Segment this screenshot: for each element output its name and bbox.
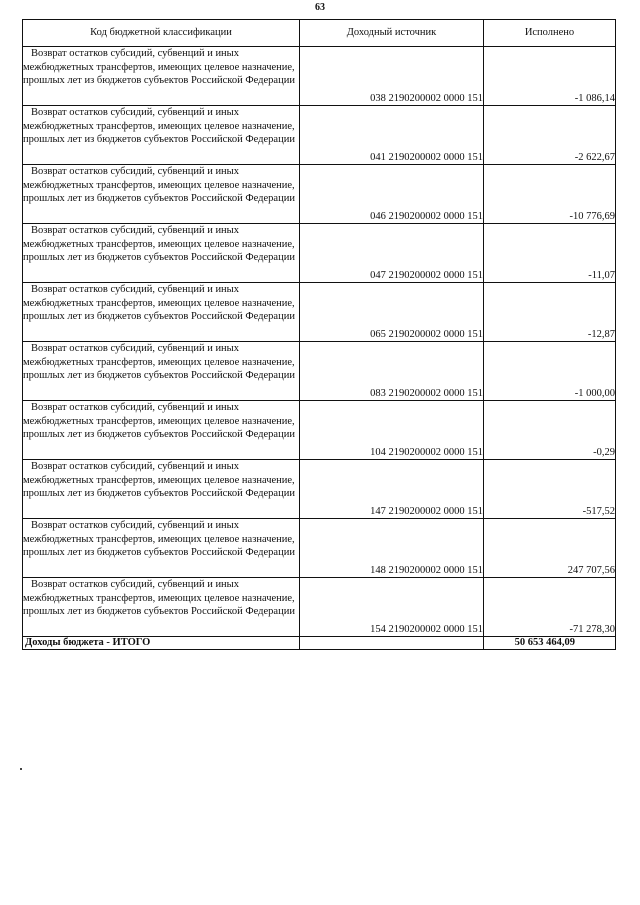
row-code: 083 2190200002 0000 151 bbox=[300, 342, 484, 401]
row-amount: -10 776,69 bbox=[484, 165, 616, 224]
row-amount: -12,87 bbox=[484, 283, 616, 342]
row-amount: -2 622,67 bbox=[484, 106, 616, 165]
total-amount: 50 653 464,09 bbox=[484, 637, 616, 650]
total-label: Доходы бюджета - ИТОГО bbox=[23, 637, 300, 650]
table-row bbox=[23, 224, 616, 283]
row-description: Возврат остатков субсидий, субвенций и иных межбюджетных трансфертов, имеющих целевое назначение, прошлых лет из бюджетов субъектов Российской Федерации bbox=[23, 401, 300, 460]
budget-table bbox=[22, 19, 616, 650]
row-amount: -71 278,30 bbox=[484, 578, 616, 637]
row-description: Возврат остатков субсидий, субвенций и иных межбюджетных трансфертов, имеющих целевое назначение, прошлых лет из бюджетов субъектов Российской Федерации bbox=[23, 224, 300, 283]
row-description: Возврат остатков субсидий, субвенций и иных межбюджетных трансфертов, имеющих целевое назначение, прошлых лет из бюджетов субъектов Российской Федерации bbox=[23, 460, 300, 519]
row-amount: -1 086,14 bbox=[484, 47, 616, 106]
row-code: 147 2190200002 0000 151 bbox=[300, 460, 484, 519]
row-description: Возврат остатков субсидий, субвенций и иных межбюджетных трансфертов, имеющих целевое назначение, прошлых лет из бюджетов субъектов Российской Федерации bbox=[23, 342, 300, 401]
table-row bbox=[23, 401, 616, 460]
table-row bbox=[23, 283, 616, 342]
row-code: 148 2190200002 0000 151 bbox=[300, 519, 484, 578]
table-row bbox=[23, 460, 616, 519]
row-description: Возврат остатков субсидий, субвенций и иных межбюджетных трансфертов, имеющих целевое назначение, прошлых лет из бюджетов субъектов Российской Федерации bbox=[23, 165, 300, 224]
scan-artifact-dot bbox=[20, 768, 22, 770]
table-row bbox=[23, 342, 616, 401]
table-row bbox=[23, 106, 616, 165]
table-row bbox=[23, 578, 616, 637]
total-row bbox=[23, 637, 616, 650]
table-row bbox=[23, 519, 616, 578]
total-code bbox=[300, 637, 484, 650]
row-code: 038 2190200002 0000 151 bbox=[300, 47, 484, 106]
row-amount: -11,07 bbox=[484, 224, 616, 283]
table-row bbox=[23, 165, 616, 224]
row-code: 065 2190200002 0000 151 bbox=[300, 283, 484, 342]
row-amount: -517,52 bbox=[484, 460, 616, 519]
row-code: 047 2190200002 0000 151 bbox=[300, 224, 484, 283]
row-amount: 247 707,56 bbox=[484, 519, 616, 578]
header-executed: Исполнено bbox=[484, 20, 616, 47]
row-code: 104 2190200002 0000 151 bbox=[300, 401, 484, 460]
row-description: Возврат остатков субсидий, субвенций и иных межбюджетных трансфертов, имеющих целевое назначение, прошлых лет из бюджетов субъектов Российской Федерации bbox=[23, 283, 300, 342]
row-code: 046 2190200002 0000 151 bbox=[300, 165, 484, 224]
row-amount: -1 000,00 bbox=[484, 342, 616, 401]
row-description: Возврат остатков субсидий, субвенций и иных межбюджетных трансфертов, имеющих целевое назначение, прошлых лет из бюджетов субъектов Российской Федерации bbox=[23, 47, 300, 106]
table-row bbox=[23, 47, 616, 106]
row-code: 041 2190200002 0000 151 bbox=[300, 106, 484, 165]
row-code: 154 2190200002 0000 151 bbox=[300, 578, 484, 637]
row-description: Возврат остатков субсидий, субвенций и иных межбюджетных трансфертов, имеющих целевое назначение, прошлых лет из бюджетов субъектов Российской Федерации bbox=[23, 519, 300, 578]
header-classification-code: Код бюджетной классификации bbox=[23, 20, 300, 47]
page-number: 63 bbox=[315, 2, 325, 13]
table-header-row bbox=[23, 20, 616, 47]
row-description: Возврат остатков субсидий, субвенций и иных межбюджетных трансфертов, имеющих целевое назначение, прошлых лет из бюджетов субъектов Российской Федерации bbox=[23, 106, 300, 165]
header-revenue-source: Доходный источник bbox=[300, 20, 484, 47]
row-amount: -0,29 bbox=[484, 401, 616, 460]
row-description: Возврат остатков субсидий, субвенций и иных межбюджетных трансфертов, имеющих целевое назначение, прошлых лет из бюджетов субъектов Российской Федерации bbox=[23, 578, 300, 637]
